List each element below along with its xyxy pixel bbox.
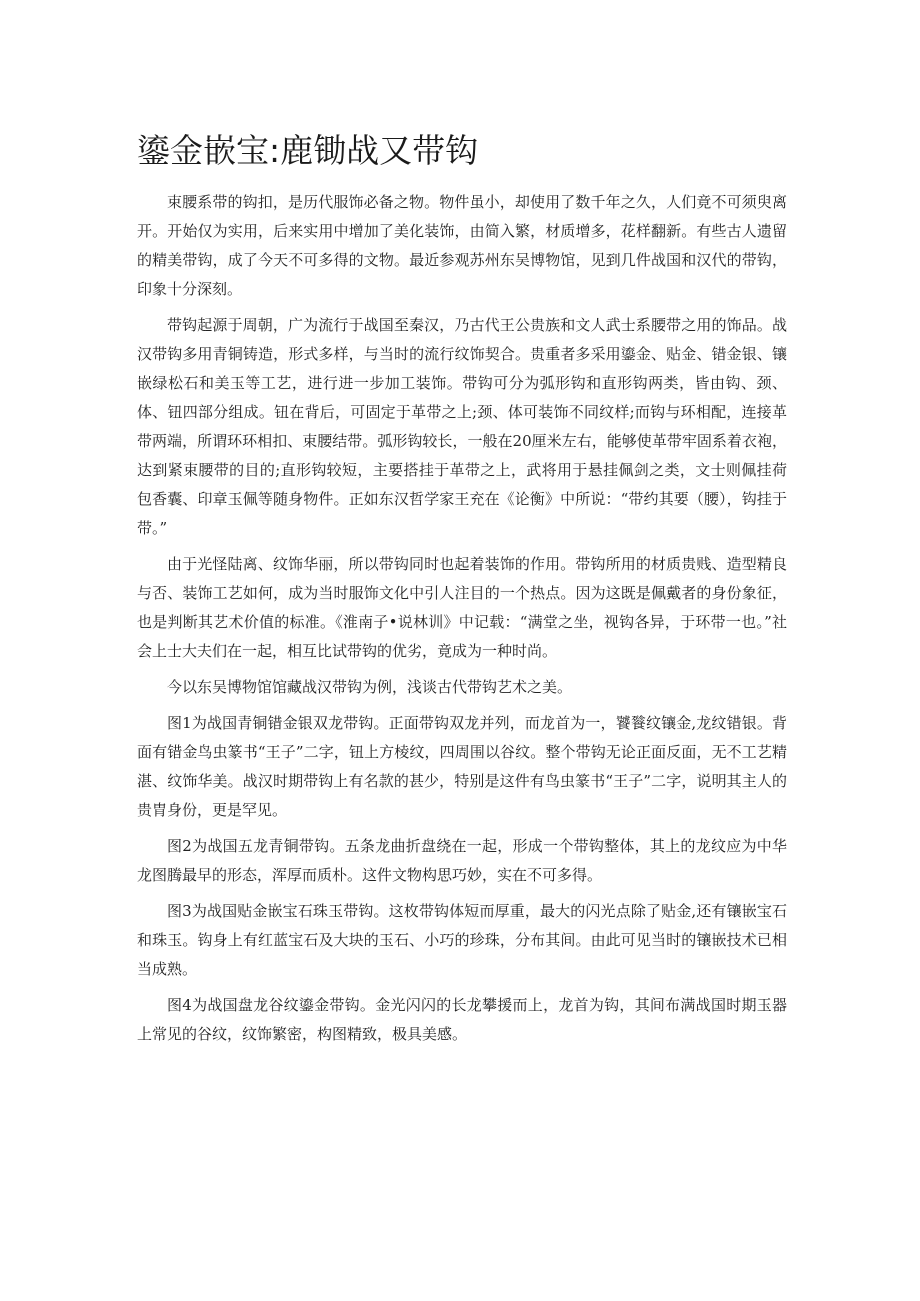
paragraph-3: 由于光怪陆离、纹饰华丽，所以带钩同时也起着装饰的作用。带钩所用的材质贵贱、造型精良与否、装饰工艺如何，成为当时服饰文化中引人注目的一个热点。因为这既是佩戴者的身份象征，也是判断其艺术价值的标准。《淮南子•说林训》中记载：“满堂之坐，视钩各异，于环带一也。”社会上士大夫们在一起，相互比试带钩的优劣，竟成为一种时尚。 bbox=[137, 555, 787, 660]
paragraph-6: 图2为战国五龙青铜带钩。五条龙曲折盘绕在一起，形成一个带钩整体，其上的龙纹应为中华龙图腾最早的形态，浑厚而质朴。这件文物构思巧妙，实在不可多得。 bbox=[137, 837, 787, 884]
paragraph-2: 带钩起源于周朝，广为流行于战国至秦汉，乃古代王公贵族和文人武士系腰带之用的饰品。战汉带钩多用青铜铸造，形式多样，与当时的流行纹饰契合。贵重者多采用鎏金、贴金、错金银、镶嵌绿松石和美玉等工艺，进行进一步加工装饰。带钩可分为弧形钩和直形钩两类，皆由钩、颈、体、钮四部分组成。钮在背后，可固定于革带之上;颈、体可装饰不同纹样;而钩与环相配，连接革带两端，所谓环环相扣、束腰结带。弧形钩较长，一般在20厘米左右，能够使革带牢固系着衣袍，达到紧束腰带的目的;直形钩较短，主要搭挂于革带之上，武将用于悬挂佩剑之类，文士则佩挂荷包香囊、印章玉佩等随身物件。正如东汉哲学家王充在《论衡》中所说：“带约其要（腰），钩挂于带。” bbox=[137, 316, 787, 537]
article-title: 鎏金嵌宝:鹿锄战又带钩 bbox=[137, 131, 479, 170]
paragraph-7: 图3为战国贴金嵌宝石珠玉带钩。这枚带钩体短而厚重，最大的闪光点除了贴金,还有镶嵌宝石和珠玉。钩身上有红蓝宝石及大块的玉石、小巧的珍珠，分布其间。由此可见当时的镶嵌技术已相当成熟。 bbox=[137, 902, 787, 978]
paragraph-1: 束腰系带的钩扣，是历代服饰必备之物。物件虽小，却使用了数千年之久，人们竟不可须臾离开。开始仅为实用，后来实用中增加了美化装饰，由简入繁，材质增多，花样翻新。有些古人遗留的精美带钩，成了今天不可多得的文物。最近参观苏州东吴博物馆，见到几件战国和汉代的带钩，印象十分深刻。 bbox=[137, 193, 787, 298]
article-body bbox=[137, 188, 787, 1056]
paragraph-4: 今以东吴博物馆馆藏战汉带钩为例，浅谈古代带钩艺术之美。 bbox=[167, 678, 573, 696]
paragraph-8: 图4为战国盘龙谷纹鎏金带钩。金光闪闪的长龙攀援而上，龙首为钩，其间布满战国时期玉器上常见的谷纹，纹饰繁密，构图精致，极具美感。 bbox=[137, 996, 787, 1043]
paragraph-5: 图1为战国青铜错金银双龙带钩。正面带钩双龙并列，而龙首为一，饕餮纹镶金,龙纹错银。背面有错金鸟虫篆书“王子”二字，钮上方棱纹，四周围以谷纹。整个带钩无论正面反面，无不工艺精湛、纹饰华美。战汉时期带钩上有名款的甚少，特别是这件有鸟虫篆书“王子”二字，说明其主人的贵胄身份，更是罕见。 bbox=[137, 714, 787, 819]
